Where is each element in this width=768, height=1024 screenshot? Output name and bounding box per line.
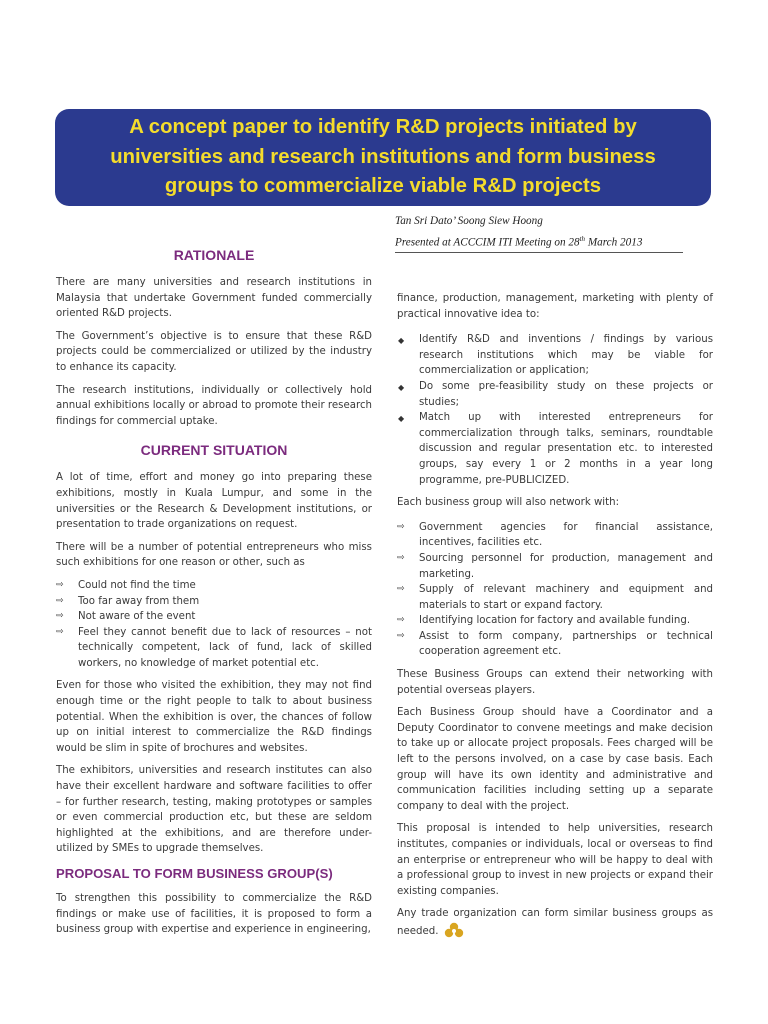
arrow-bullet-icon: ⇨ (397, 615, 405, 626)
arrow-bullet-icon: ⇨ (397, 521, 405, 532)
list-item-text: Feel they cannot benefit due to lack of resources – not technically competent, lack of fund, lack of skilled workers, no knowledge of market potential etc. (78, 626, 372, 669)
rationale-paragraph: There are many universities and research institutions in Malaysia that undertake Government funded commercially oriented R&D projects. (56, 277, 372, 320)
list-item (397, 379, 713, 410)
title-line-3: groups to commercialize viable R&D projects (164, 175, 602, 197)
diamond-bullet-icon: ◆ (398, 382, 405, 392)
list-item-text: Identify R&D and inventions / findings by various research institutions which may be viable for commercialization or application; (419, 334, 713, 377)
list-item (397, 410, 713, 488)
presented-prefix: Presented at ACCCIM ITI Meeting on 28 (395, 236, 580, 249)
right-paragraph: This proposal is intended to help universities, research institutes, companies or individuals, local or overseas to find an enterprise or entrepreneur who will be happy to deal with a professional group to invest in new projects or expand their existing companies. (397, 823, 713, 897)
list-item-text: Assist to form company, partnerships or technical cooperation agreement etc. (419, 630, 713, 658)
list-item-text: Match up with interested entrepreneurs for commercialization through talks, seminars, roundtable discussion and regular presentation etc. to interested groups, say every 1 or 2 months in a year long programme, pre-PUBLICIZED. (419, 412, 713, 486)
list-item (56, 594, 372, 610)
list-item (397, 520, 713, 551)
right-paragraph: These Business Groups can extend their networking with potential overseas players. (397, 669, 713, 696)
rationale-paragraph: The research institutions, individually or collectively hold annual exhibitions locally or abroad to promote their research findings for commercial uptake. (56, 384, 372, 427)
list-item (397, 582, 713, 613)
list-item-text: Identifying location for factory and available funding. (419, 615, 691, 627)
list-item-text: Government agencies for financial assistance, incentives, facilities etc. (419, 521, 713, 549)
title-line-2: universities and research institutions and form business (110, 145, 656, 168)
arrow-bullet-icon: ⇨ (397, 584, 405, 595)
author-name: Tan Sri Dato’ Soong Siew Hoong (395, 215, 543, 227)
left-column (56, 246, 372, 945)
list-item (56, 578, 372, 594)
goals-list (397, 332, 713, 488)
title-line-1: A concept paper to identify R&D projects initiated by (129, 116, 637, 138)
presented-sup: th (579, 235, 586, 243)
current-situation-heading: CURRENT SITUATION (140, 442, 288, 459)
reasons-list (56, 578, 372, 672)
rationale-paragraph: The Government’s objective is to ensure that these R&D projects could be commercialized or utilized by the industry to enhance its capacity. (56, 330, 372, 373)
list-item-text: Too far away from them (78, 595, 200, 607)
right-paragraph: finance, production, management, marketing with plenty of practical innovative idea to: (397, 293, 713, 320)
current-paragraph: There will be a number of potential entrepreneurs who miss such exhibitions for one reason or other, such as (56, 541, 372, 569)
arrow-bullet-icon: ⇨ (397, 552, 405, 563)
list-item-text: Supply of relevant machinery and equipment and materials to start or expand factory. (419, 584, 713, 611)
list-item-text: Do some pre-feasibility study on these projects or studies; (419, 380, 713, 408)
list-item (397, 551, 713, 582)
network-list (397, 520, 713, 660)
list-item (56, 609, 372, 625)
arrow-bullet-icon: ⇨ (56, 595, 64, 606)
list-item (397, 332, 713, 379)
byline (395, 212, 685, 253)
list-item-text: Not aware of the event (78, 611, 196, 623)
current-paragraph: A lot of time, effort and money go into preparing these exhibitions, mostly in Kuala Lumpur, and some in the universities or the Research & Development institutions, or presentation to trade organizations on request. (56, 472, 372, 531)
proposal-paragraph: To strengthen this possibility to commercialize the R&D findings or make use of facilities, it is proposed to form a business group with expertise and experience in engineering, (56, 893, 372, 936)
arrow-bullet-icon: ⇨ (56, 626, 64, 637)
right-paragraph: Each business group will also network with: (397, 497, 620, 509)
list-item (397, 613, 713, 629)
diamond-bullet-icon: ◆ (398, 336, 405, 346)
presented-at (395, 230, 683, 253)
list-item-text: Sourcing personnel for production, management and marketing. (419, 552, 713, 580)
list-item (56, 625, 372, 672)
presented-suffix: March 2013 (585, 236, 643, 249)
closing-text: Any trade organization can form similar business groups as needed. (397, 908, 713, 937)
arrow-bullet-icon: ⇨ (56, 611, 64, 622)
right-paragraph: Each Business Group should have a Coordinator and a Deputy Coordinator to convene meetings and make decision to take up or allocate project proposals. Fees charged will be left to the persons involved, on a case by case basis. Each group will have its own identity and administrative and communication facilities including setting up a separate company to deal with the project. (397, 707, 713, 812)
right-closing-paragraph (397, 906, 713, 939)
current-paragraph: Even for those who visited the exhibition, they may not find enough time or the right people to talk to about business potential. When the exhibition is over, the chances of follow up on initial interest to commercialize the R&D findings would be slim in spite of brochures and websites. (56, 680, 372, 754)
rationale-heading: RATIONALE (173, 247, 255, 263)
title-banner (55, 109, 711, 206)
list-item-text: Could not find the time (78, 579, 196, 591)
arrow-bullet-icon: ⇨ (397, 630, 405, 641)
right-column (397, 291, 713, 947)
list-item (397, 629, 713, 660)
gold-logo-icon (444, 922, 464, 938)
arrow-bullet-icon: ⇨ (56, 579, 64, 590)
current-paragraph: The exhibitors, universities and research institutes can also have their excellent hardware and software facilities to offer – for further research, testing, making prototypes or samples or even commercial production etc, but these are seldom highlighted at the exhibitions, and are therefore under-utilized by SMEs to upgrade themselves. (56, 765, 372, 855)
proposal-heading: PROPOSAL TO FORM BUSINESS GROUP(S) (56, 866, 333, 881)
diamond-bullet-icon: ◆ (398, 414, 405, 424)
